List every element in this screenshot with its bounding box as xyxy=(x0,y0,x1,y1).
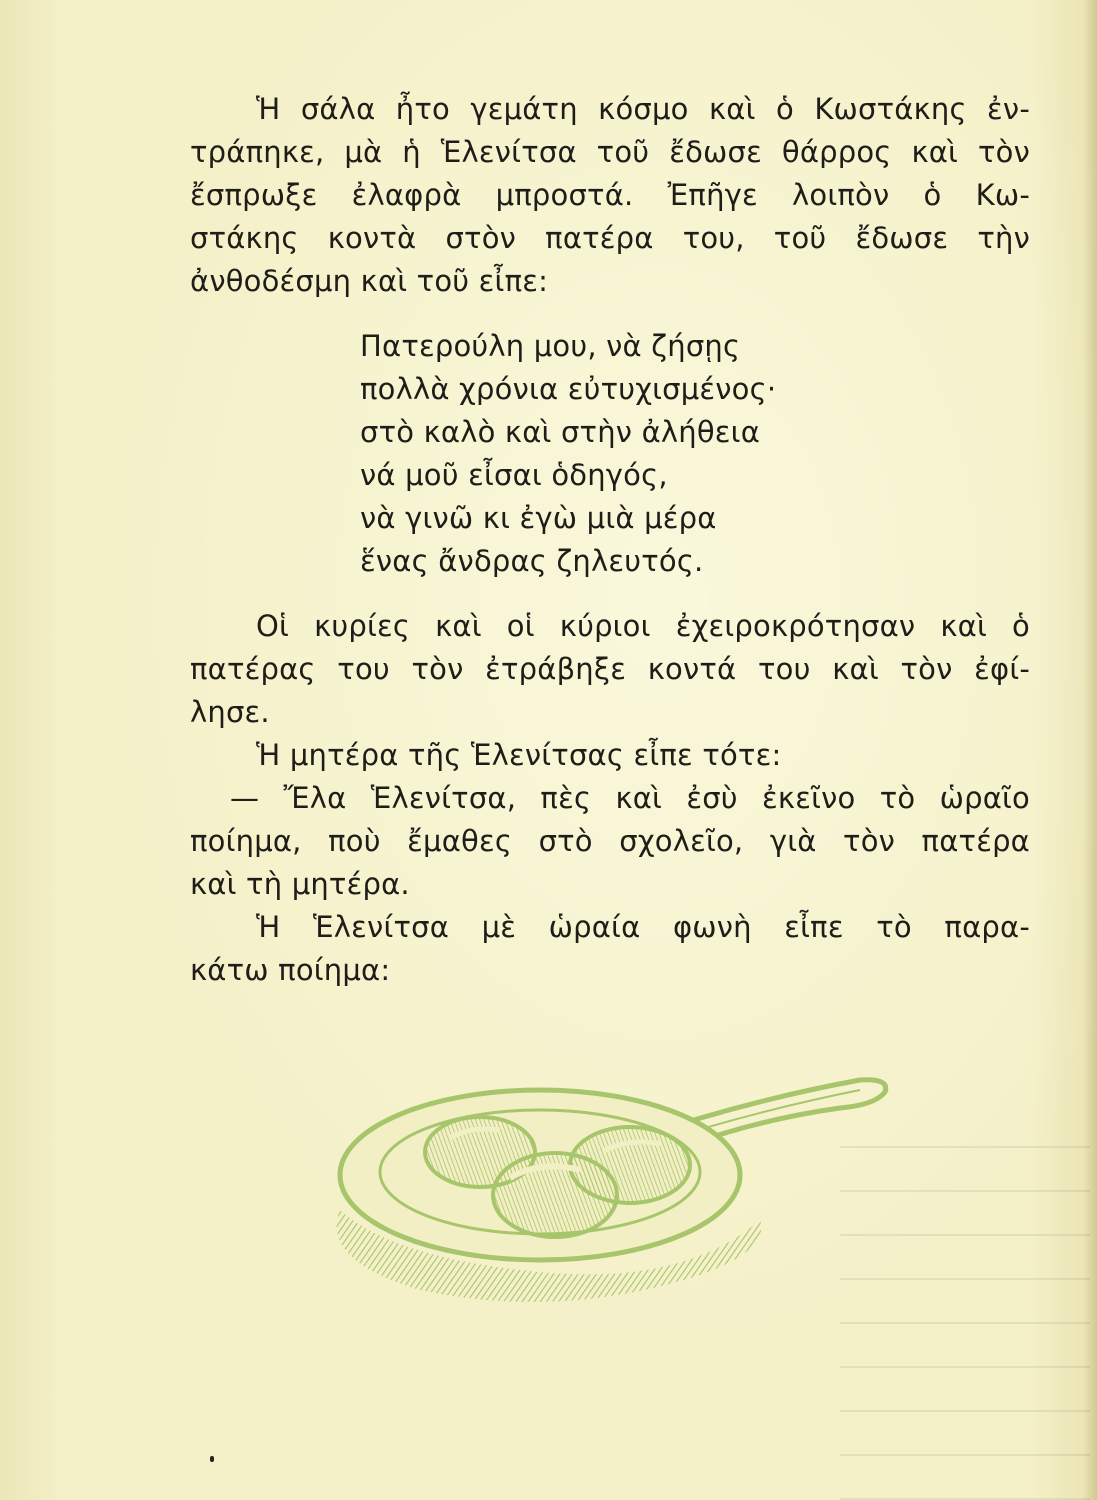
plate-of-eggs-illustration xyxy=(300,1060,900,1320)
text-line: ποίημα, ποὺ ἔμαθες στὸ σχολεῖο, γιὰ τὸν πατέρα xyxy=(190,824,1030,858)
text-line: ἀνθοδέσμη καὶ τοῦ εἶπε: xyxy=(190,264,549,298)
paragraph-2 xyxy=(190,605,1030,734)
text-line: στάκης κοντὰ στὸν πατέρα του, τοῦ ἔδωσε τὴν xyxy=(190,221,1030,255)
paragraph-1 xyxy=(190,88,1030,303)
text-line: κάτω ποίημα: xyxy=(190,953,391,987)
paragraph-5 xyxy=(190,906,1030,992)
text-line: ἔσπρωξε ἐλαφρὰ μπροστά. Ἐπῆγε λοιπὸν ὁ Κω- xyxy=(190,178,1030,212)
text-line: πατέρας του τὸν ἐτράβηξε κοντά του καὶ τὸν ἐφί- xyxy=(190,652,1030,686)
paragraph-3 xyxy=(190,734,1030,777)
text-line: λησε. xyxy=(190,695,270,729)
poem-line: πολλὰ χρόνια εὐτυχισμένος· xyxy=(360,372,777,406)
poem-verse xyxy=(360,325,1030,583)
poem-line: ἕνας ἄνδρας ζηλευτός. xyxy=(360,544,704,578)
text-line: — Ἔλα Ἑλενίτσα, πὲς καὶ ἐσὺ ἐκεῖνο τὸ ὡραῖο xyxy=(230,781,1030,815)
text-line: Ἡ σάλα ἦτο γεμάτη κόσμο καὶ ὁ Κωστάκης ἐν- xyxy=(256,92,1030,126)
text-line: τράπηκε, μὰ ἡ Ἑλενίτσα τοῦ ἔδωσε θάρρος καὶ τὸν xyxy=(190,135,1030,169)
text-line: Οἱ κυρίες καὶ οἱ κύριοι ἐχειροκρότησαν καὶ ὁ xyxy=(256,609,1030,643)
print-speck xyxy=(210,1456,214,1462)
page-text xyxy=(190,88,1030,992)
text-line: Ἡ μητέρα τῆς Ἑλενίτσας εἶπε τότε: xyxy=(256,738,782,772)
poem-line: νά μοῦ εἶσαι ὁδηγός, xyxy=(360,458,668,492)
poem-line: στὸ καλὸ καὶ στὴν ἀλήθεια xyxy=(360,415,761,449)
poem-line: Πατερούλη μου, νὰ ζήσῃς xyxy=(360,329,741,363)
paragraph-4 xyxy=(190,777,1030,906)
poem-line: νὰ γινῶ κι ἐγὼ μιὰ μέρα xyxy=(360,501,717,535)
text-line: Ἡ Ἑλενίτσα μὲ ὡραία φωνὴ εἶπε τὸ παρα- xyxy=(256,910,1030,944)
text-line: καὶ τὴ μητέρα. xyxy=(190,867,410,901)
